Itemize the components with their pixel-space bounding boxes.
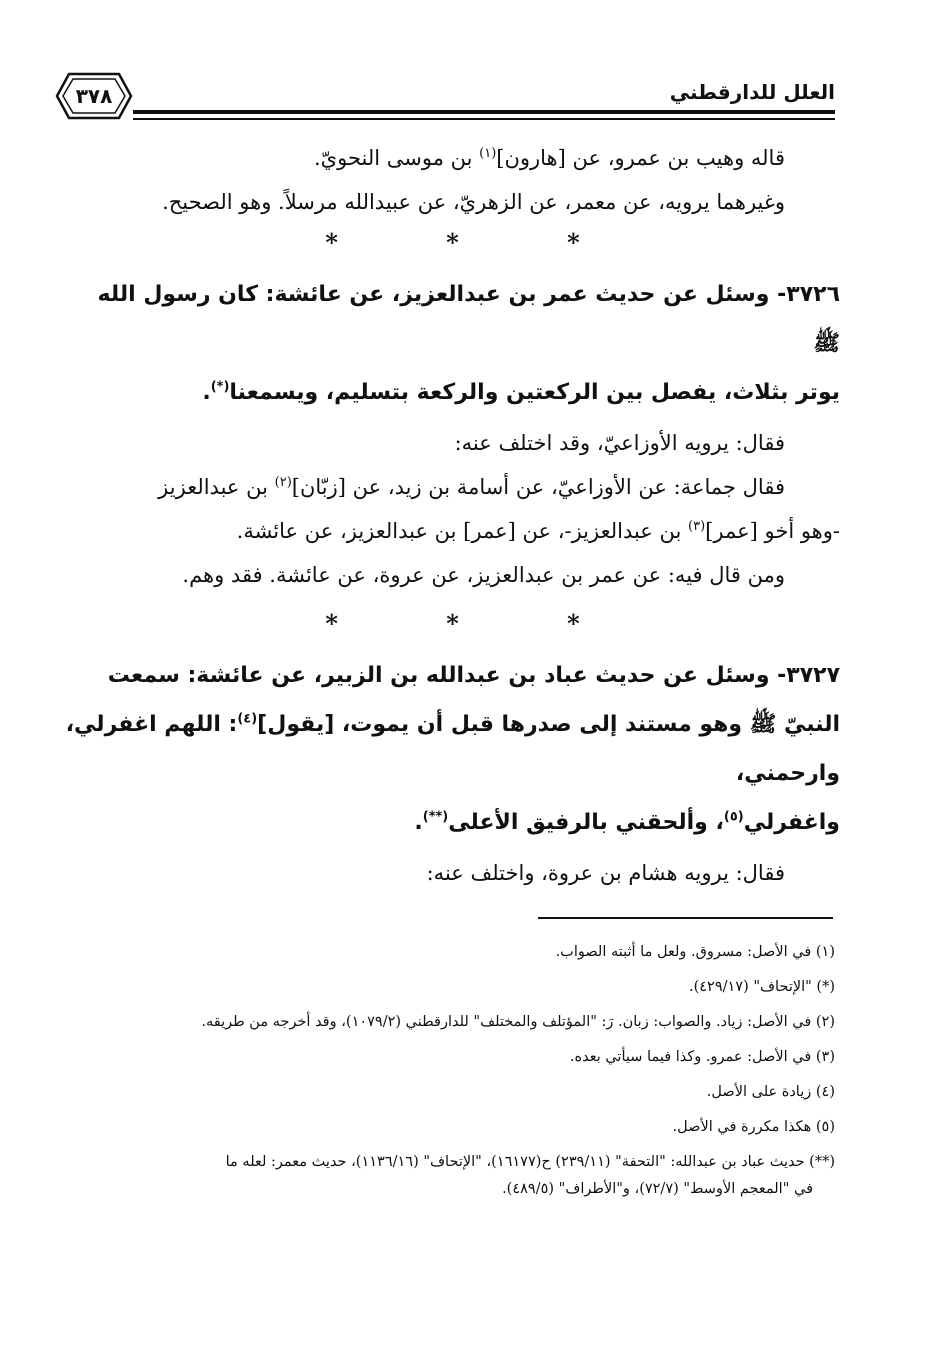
footnote-3: (٣) في الأصل: عمرو. وكذا فيما سيأتي بعده. [569,1049,835,1065]
page-number-badge [55,70,133,122]
section-separator: * * * [325,609,630,638]
question-3726-line-1: ٣٧٢٦- وسئل عن حديث عمر بن عبدالعزيز، عن عائشة: كان رسول الله ﷺ [97,282,840,356]
footnote-ref: (٣) [688,519,706,534]
paragraph-2: وغيرهما يرويه، عن معمر، عن الزهريّ، عن عبيدالله مرسلاً. وهو الصحيح. [162,190,785,214]
running-title: العلل للدارقطني [669,80,835,104]
footnote-double-star-continued: في "المعجم الأوسط" (٧٢/٧)، و"الأطراف" (٤٨٩/٥). [502,1181,813,1197]
footnote-ref: (**) [422,809,449,825]
footnote-ref: (٥) [723,809,744,825]
question-3726-line-2: يوتر بثلاث، يفصل بين الركعتين والركعة بتسليم، ويسمعنا(*). [202,379,840,405]
footnote-2: (٢) في الأصل: زياد. والصواب: زبان. رَ: "المؤتلف والمختلف" للدارقطني (١٠٧٩/٢)، وقد أخرجه من طريقه. [201,1014,835,1030]
main-text [65,140,840,891]
question-3727-line-1: ٣٧٢٧- وسئل عن حديث عباد بن عبدالله بن الزبير، عن عائشة: سمعت [107,663,840,688]
paragraph-6: فقال: يرويه هشام بن عروة، واختلف عنه: [426,861,785,885]
header-rule-thin [133,118,835,120]
footnote-5: (٥) هكذا مكررة في الأصل. [672,1119,835,1135]
footnote-double-star: (**) حديث عباد بن عبدالله: "التحفة" (٢٣٩/١١) ح(١٦١٧٧)، "الإتحاف" (١١٣٦/١٦)، حديث معمر: لعله ما [225,1154,835,1170]
paragraph-1: قاله وهيب بن عمرو، عن [هارون]$^{(١)}$ بن موسى النحويّ. [313,146,785,170]
paragraph-3: فقال: يرويه الأوزاعيّ، وقد اختلف عنه: [454,431,785,455]
footnotes [95,935,835,1203]
page-number: ٣٧٨ [75,84,113,108]
footnote-ref: (*) [210,379,230,395]
footnote-ref: (١) [479,146,497,161]
header-rule-thick [133,110,835,114]
footnote-ref: (٤) [237,711,258,727]
footnote-4: (٤) زيادة على الأصل. [706,1084,835,1100]
paragraph-4: فقال جماعة: عن الأوزاعيّ، عن أسامة بن زيد، عن [زبّان]$^{(٢)}$ بن عبدالعزيز [158,475,785,499]
section-separator: * * * [325,228,630,257]
question-3727-line-2: النبيّ ﷺ وهو مستند إلى صدرها قبل أن يموت، [يقول]$^{(٤)}$: اللهم اغفرلي، وارحمني، [65,711,840,786]
footnote-separator [538,917,833,919]
footnote-1: (١) في الأصل: مسروق. ولعل ما أثبته الصواب. [555,944,835,960]
paragraph-5: ومن قال فيه: عن عمر بن عبدالعزيز، عن عروة، عن عائشة. فقد وهم. [182,563,785,587]
footnote-star: (*) "الإتحاف" (٤٢٩/١٧). [688,979,835,995]
page-header [55,60,845,130]
question-3727-line-3: واغفرلي$^{(٥)}$، وألحقني بالرفيق الأعلى(**). [414,809,840,835]
paragraph-4-continued: -وهو أخو [عمر]$^{(٣)}$ بن عبدالعزيز-، عن [عمر] بن عبدالعزيز، عن عائشة. [236,519,840,543]
footnote-ref: (٢) [274,475,292,490]
